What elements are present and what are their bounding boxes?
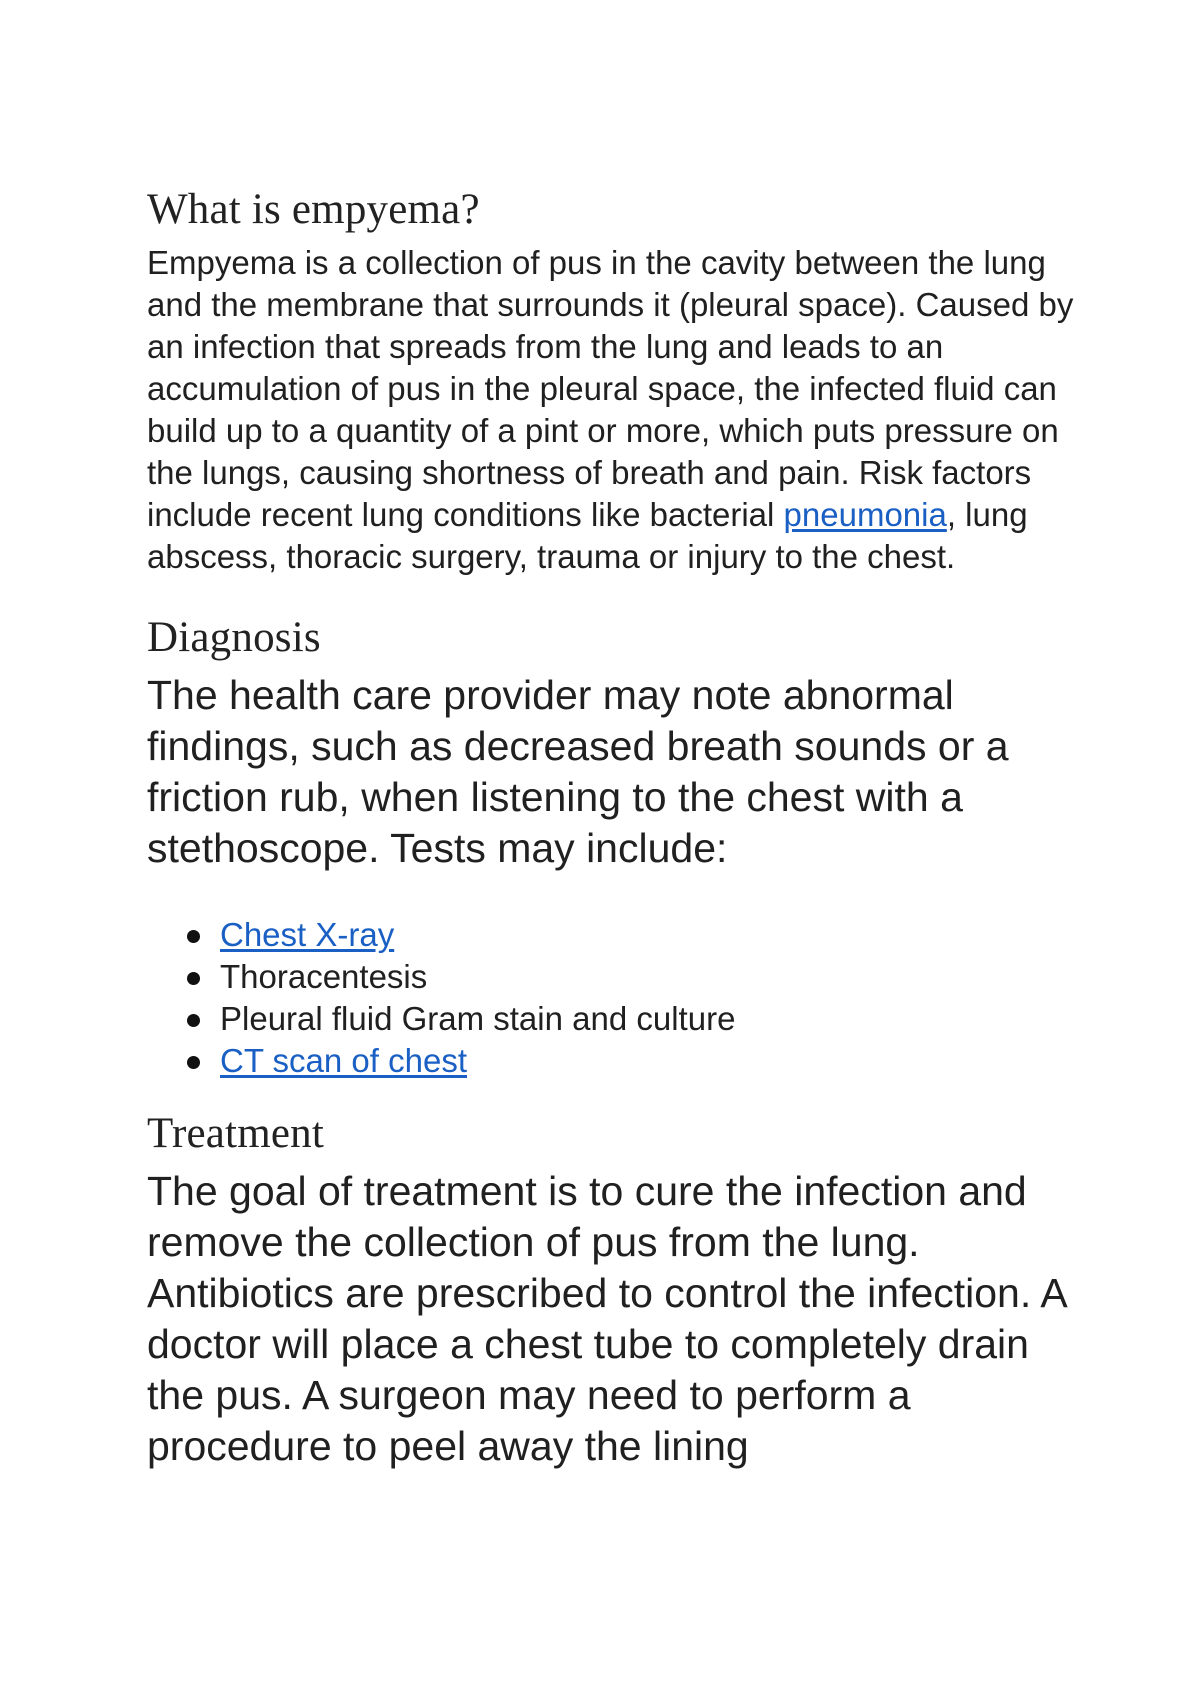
heading-what-is-empyema: What is empyema? (147, 186, 480, 233)
list-item (187, 998, 1077, 1040)
diagnosis-description: The health care provider may note abnormal findings, such as decreased breath sounds or a friction rub, when listening to the chest with a stethoscope. Tests may include: (147, 672, 1009, 871)
bullet-icon (187, 972, 200, 985)
list-item (187, 956, 1077, 998)
bullet-icon (187, 1056, 200, 1069)
pneumonia-link[interactable]: pneumonia (783, 496, 947, 533)
bullet-icon (187, 930, 200, 943)
tests-list (147, 914, 1077, 1082)
ct-scan-link[interactable]: CT scan of chest (220, 1042, 468, 1079)
list-item (187, 914, 1077, 956)
chest-xray-link[interactable]: Chest X-ray (220, 916, 395, 953)
heading-treatment: Treatment (147, 1110, 324, 1157)
heading-diagnosis: Diagnosis (147, 614, 321, 661)
document-page (147, 180, 1077, 1472)
empyema-description-text-end: , lung abscess, thoracic surgery, trauma or injury to the chest. (147, 496, 1028, 575)
list-item (187, 1040, 1077, 1082)
thoracentesis-text: Thoracentesis (220, 958, 428, 995)
pleural-fluid-text: Pleural fluid Gram stain and culture (220, 1000, 736, 1037)
empyema-description-text: Empyema is a collection of pus in the cavity between the lung and the membrane that surrounds it (pleural space). Caused by an infection that spreads from the lung and leads to an accumulation of pus in the pleural space, the infected fluid can build up to a quantity of a pint or more, which puts pressure on the lungs, causing shortness of breath and pain. Risk factors include recent lung conditions like bacterial (147, 244, 1074, 533)
bullet-icon (187, 1014, 200, 1027)
empyema-description (147, 242, 1077, 578)
treatment-description: The goal of treatment is to cure the infection and remove the collection of pus from the lung. Antibiotics are prescribed to control the infection. A doctor will place a chest tube to completely drain the pus. A surgeon may need to perform a procedure to peel away the lining (147, 1168, 1066, 1469)
